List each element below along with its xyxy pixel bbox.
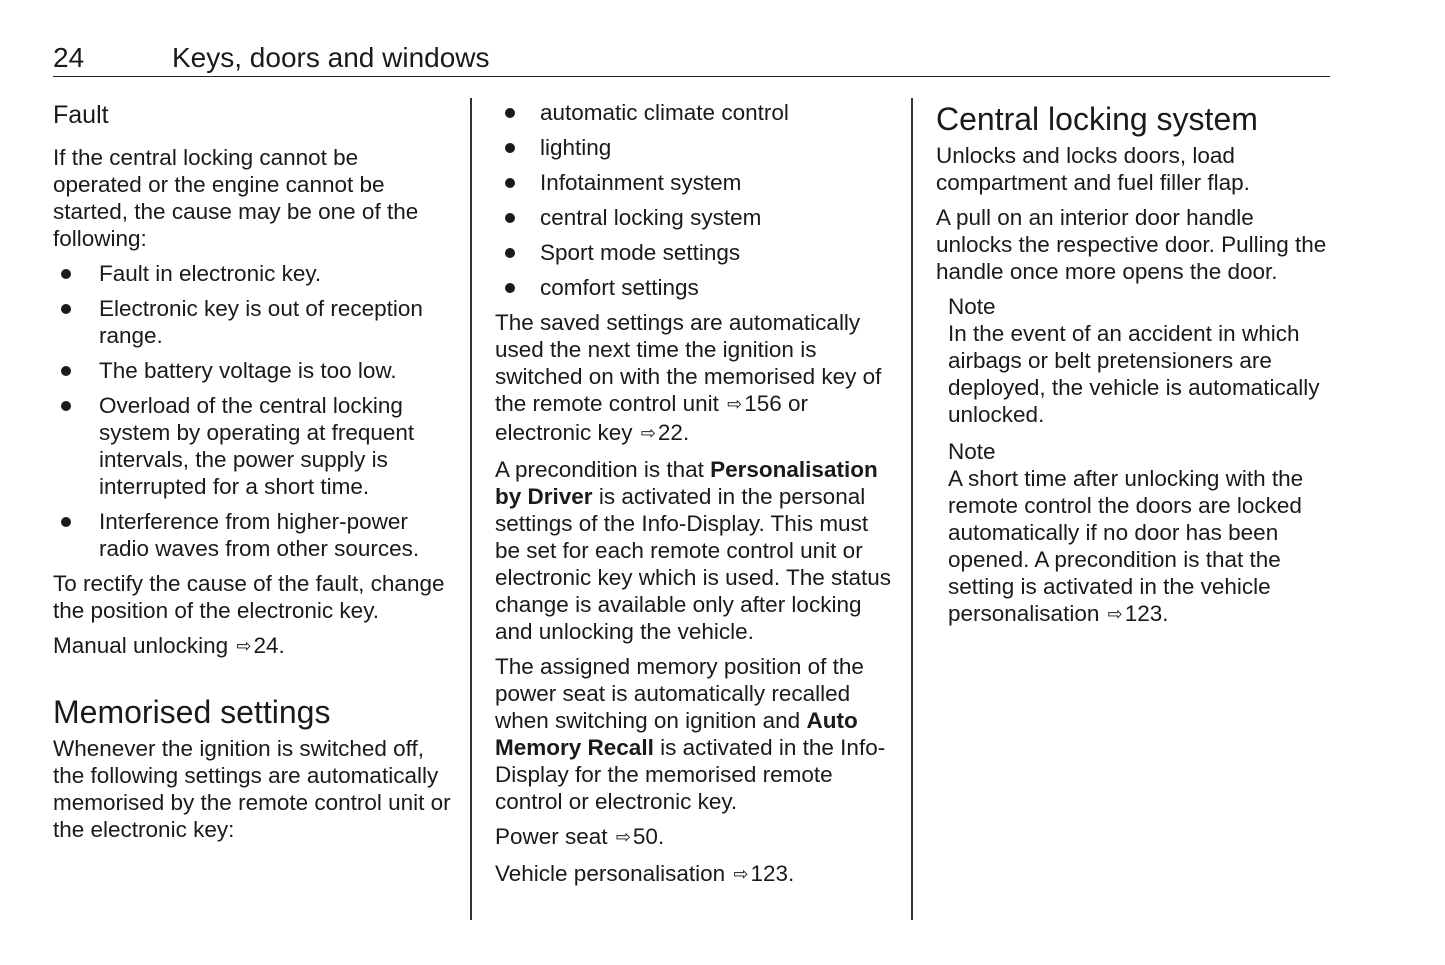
manual-unlocking-page-link[interactable]: 24. xyxy=(253,633,285,658)
list-item: comfort settings xyxy=(495,274,895,301)
saved-text: electronic key xyxy=(495,420,633,445)
column-2 xyxy=(495,99,895,897)
note-text: A short time after unlocking with the remote control the doors are locked automatically if no door has been opened. A precondition is that the setting is activated in the vehicle personalisation xyxy=(948,466,1304,626)
precondition-text: is activated in the personal settings of the Info-Display. This must be set for each remote control unit or electronic key which is used. The status change is available only after locking and unlocking the vehicle. xyxy=(495,484,892,644)
page-reference-arrow-icon: ⇨ xyxy=(733,864,749,884)
memory-text: The assigned memory position of the power seat is automatically recalled when switching on ignition and xyxy=(495,654,864,733)
note-title: Note xyxy=(948,294,996,319)
page-reference-arrow-icon: ⇨ xyxy=(236,636,252,656)
fault-intro: If the central locking cannot be operated or the engine cannot be started, the cause may be one of the following: xyxy=(53,145,419,251)
page-number: 24 xyxy=(53,42,85,73)
list-item: lighting xyxy=(495,134,895,161)
memorised-intro: Whenever the ignition is switched off, the following settings are automatically memorised by the remote control unit or the electronic key: xyxy=(53,736,451,842)
power-seat-page-link[interactable]: 50. xyxy=(632,824,665,849)
central-locking-para-1: Unlocks and locks doors, load compartment and fuel filler flap. xyxy=(936,143,1250,195)
fault-rectify: To rectify the cause of the fault, change the position of the electronic key. xyxy=(53,571,445,623)
electronic-key-page-link[interactable]: 22. xyxy=(657,420,690,445)
list-item: Interference from higher-power radio waves from other sources. xyxy=(53,508,453,562)
column-1 xyxy=(53,96,453,851)
fault-causes-list xyxy=(53,260,453,562)
precondition-paragraph xyxy=(495,456,895,645)
list-item: automatic climate control xyxy=(495,99,895,126)
page-reference-arrow-icon: ⇨ xyxy=(640,423,656,443)
power-seat-text: Power seat xyxy=(495,824,608,849)
column-3 xyxy=(936,100,1336,639)
remote-control-page-link[interactable]: 156 or xyxy=(744,391,809,416)
page-reference-arrow-icon: ⇨ xyxy=(727,394,743,414)
vehicle-personalisation-page-link[interactable]: 123. xyxy=(750,861,795,886)
central-locking-heading: Central locking system xyxy=(936,101,1258,137)
list-item: Infotainment system xyxy=(495,169,895,196)
precondition-text: A precondition is that xyxy=(495,457,711,482)
vehicle-personalisation-page-link[interactable]: 123. xyxy=(1124,601,1169,626)
note-box xyxy=(948,293,1336,428)
chapter-title: Keys, doors and windows xyxy=(172,42,490,73)
power-seat-reference xyxy=(495,823,895,852)
list-item: Overload of the central locking system by operating at frequent intervals, the power supply is interrupted for a short time. xyxy=(53,392,453,500)
column-divider xyxy=(470,98,472,920)
personalisation-by-driver-term: Personalisation by Driver xyxy=(495,457,878,509)
central-locking-para-2: A pull on an interior door handle unlocks the respective door. Pulling the handle once more opens the door. xyxy=(936,205,1327,284)
note-text: In the event of an accident in which airbags or belt pretensioners are deployed, the vehicle is automatically unlocked. xyxy=(948,321,1320,427)
list-item: Sport mode settings xyxy=(495,239,895,266)
list-item: Fault in electronic key. xyxy=(53,260,453,287)
note-box xyxy=(948,438,1336,629)
memory-text: is activated in the Info-Display for the memorised remote control or electronic key. xyxy=(495,735,886,814)
saved-text: The saved settings are automatically used the next time the ignition is switched on with the memorised key of the remote control unit xyxy=(495,310,882,416)
auto-memory-recall-term: Auto Memory Recall xyxy=(495,708,858,760)
list-item: central locking system xyxy=(495,204,895,231)
saved-settings-paragraph xyxy=(495,309,895,448)
vehicle-personalisation-text: Vehicle personalisation xyxy=(495,861,726,886)
list-item: The battery voltage is too low. xyxy=(53,357,453,384)
fault-heading: Fault xyxy=(53,101,109,129)
page-reference-arrow-icon: ⇨ xyxy=(1107,604,1123,624)
memorised-settings-heading: Memorised settings xyxy=(53,694,331,730)
memory-recall-paragraph xyxy=(495,653,895,815)
note-title: Note xyxy=(948,439,996,464)
page-header xyxy=(53,40,1330,77)
column-divider xyxy=(911,98,913,920)
page-reference-arrow-icon: ⇨ xyxy=(615,827,631,847)
memorised-settings-list xyxy=(495,99,895,301)
manual-unlocking-text: Manual unlocking xyxy=(53,633,229,658)
manual-unlocking-reference xyxy=(53,632,453,661)
vehicle-personalisation-reference xyxy=(495,860,895,889)
list-item: Electronic key is out of reception range. xyxy=(53,295,453,349)
